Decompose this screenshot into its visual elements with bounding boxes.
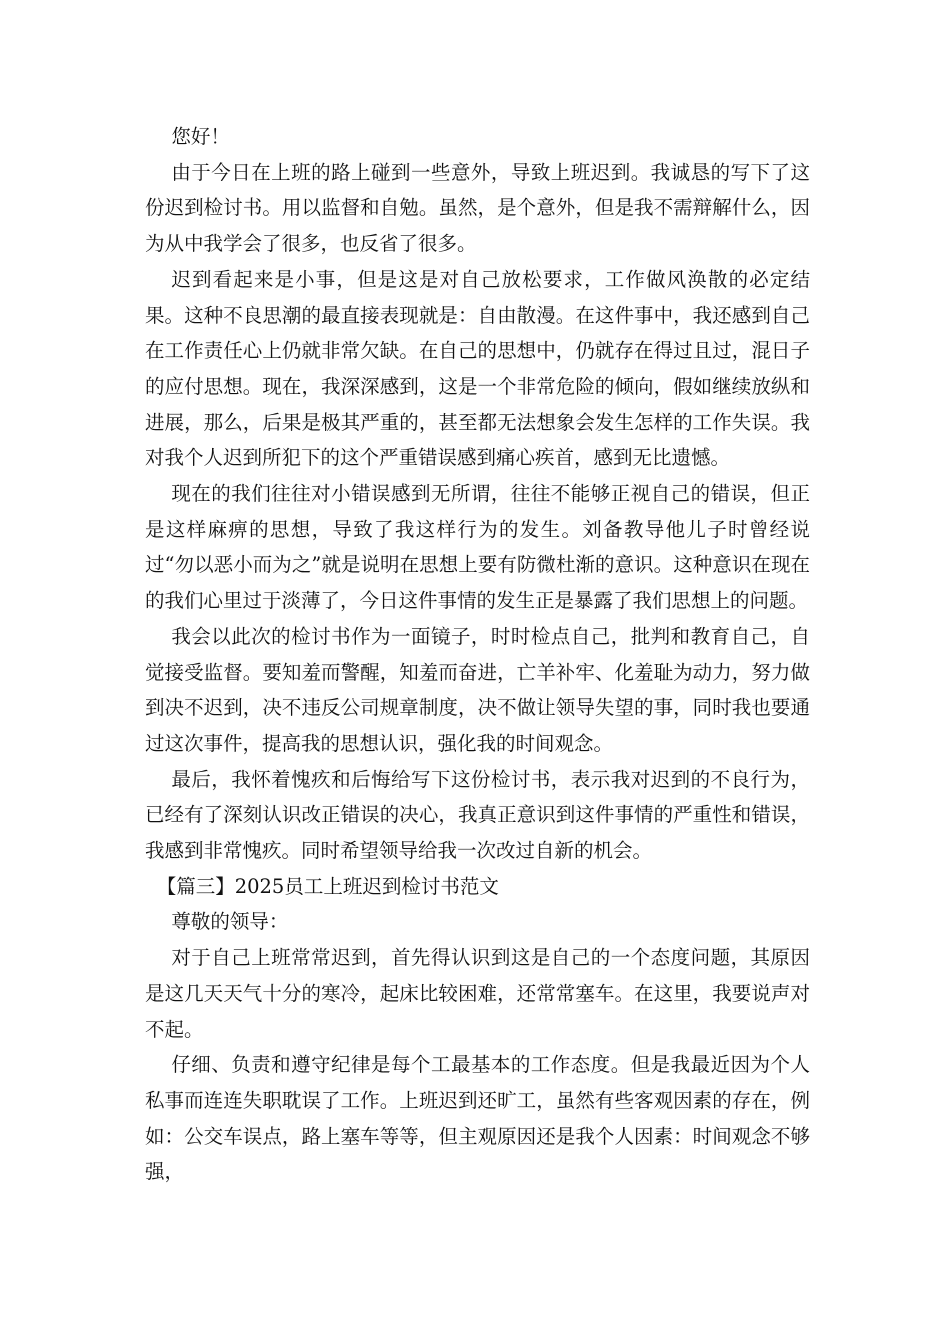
paragraph: 最后，我怀着愧疚和后悔给写下这份检讨书，表示我对迟到的不良行为，已经有了深刻认识改正错误的决心，我真正意识到这件事情的严重性和错误，我感到非常愧疚。同时希望领导给我一次改过自新的机会。 [145, 767, 810, 863]
paragraph: 仔细、负责和遵守纪律是每个工最基本的工作态度。但是我最近因为个人私事而连连失职耽误了工作。上班迟到还旷工，虽然有些客观因素的存在，例如：公交车误点，路上塞车等等，但主观原因还是我个人因素：时间观念不够强， [145, 1053, 810, 1184]
paragraph: 由于今日在上班的路上碰到一些意外，导致上班迟到。我诚恳的写下了这份迟到检讨书。用以监督和自勉。虽然，是个意外，但是我不需辩解什么，因为从中我学会了很多，也反省了很多。 [145, 160, 810, 256]
section-heading: 【篇三】2025员工上班迟到检讨书范文 [156, 874, 499, 898]
salutation: 尊敬的领导： [171, 910, 289, 934]
paragraph: 迟到看起来是小事，但是这是对自己放松要求，工作做风涣散的必定结果。这种不良思潮的最直接表现就是：自由散漫。在这件事中，我还感到自己在工作责任心上仍就非常欠缺。在自己的思想中，仍就存在得过且过，混日子的应付思想。现在，我深深感到，这是一个非常危险的倾向，假如继续放纵和进展，那么，后果是极其严重的，甚至都无法想象会发生怎样的工作失误。我对我个人迟到所犯下的这个严重错误感到痛心疾首，感到无比遗憾。 [145, 267, 810, 470]
document-body [145, 119, 810, 1190]
paragraph: 现在的我们往往对小错误感到无所谓，往往不能够正视自己的错误，但正是这样麻痹的思想，导致了我这样行为的发生。刘备教导他儿子时曾经说过“勿以恶小而为之”就是说明在思想上要有防微杜渐的意识。这种意识在现在的我们心里过于淡薄了，今日这件事情的发生正是暴露了我们思想上的问题。 [145, 482, 810, 613]
greeting: 您好！ [171, 125, 230, 148]
paragraph: 我会以此次的检讨书作为一面镜子，时时检点自己，批判和教育自己，自觉接受监督。要知羞而警醒，知羞而奋进，亡羊补牢、化羞耻为动力，努力做到决不迟到，决不违反公司规章制度，决不做让领导失望的事，同时我也要通过这次事件，提高我的思想认识，强化我的时间观念。 [145, 624, 810, 755]
paragraph: 对于自己上班常常迟到，首先得认识到这是自己的一个态度问题，其原因是这几天天气十分的寒冷，起床比较困难，还常常塞车。在这里，我要说声对不起。 [145, 946, 810, 1041]
